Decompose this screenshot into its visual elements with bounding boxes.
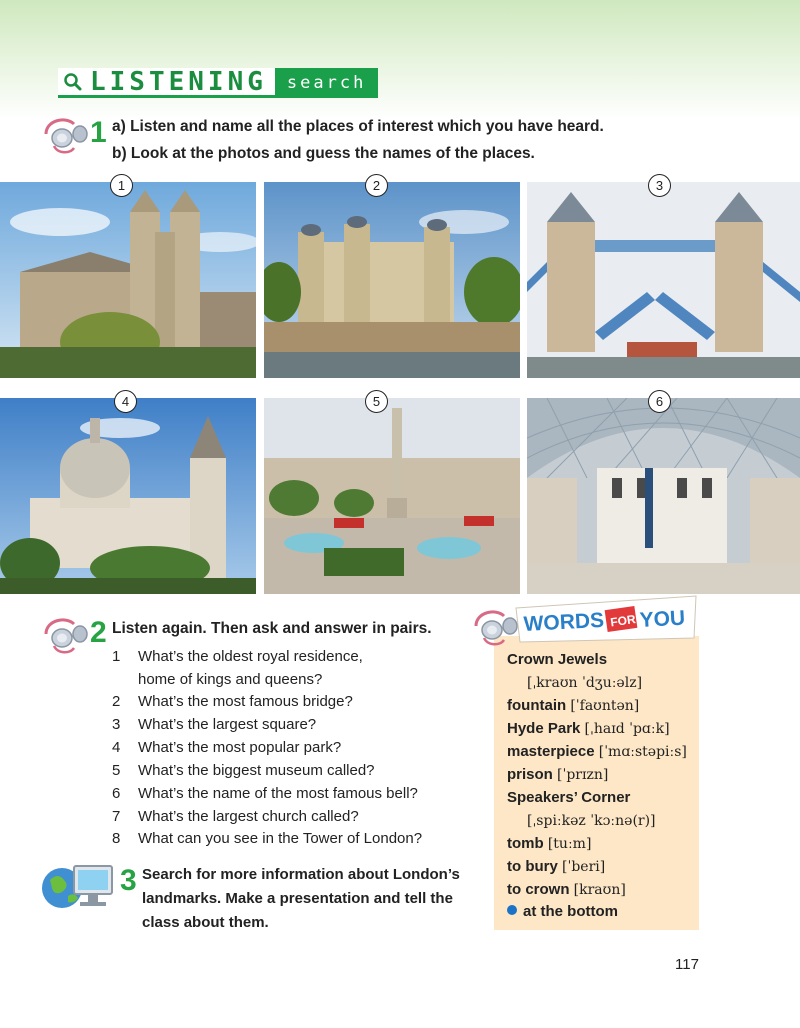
computer-globe-icon <box>40 858 116 914</box>
question-2: 2 What’s the most famous bridge? <box>112 693 353 710</box>
word-speakers-corner: Speakers’ Corner <box>507 789 631 806</box>
photo-label-6: 6 <box>648 390 671 413</box>
photo-label-2: 2 <box>365 174 388 197</box>
photo-label-1: 1 <box>110 174 133 197</box>
exercise-3-line-2: landmarks. Make a presentation and tell the <box>142 890 453 907</box>
bullet-dot-icon <box>507 905 517 915</box>
headphones-icon <box>40 112 92 154</box>
photo-label-4: 4 <box>114 390 137 413</box>
photo-british-museum <box>527 398 800 594</box>
word-hyde-park: Hyde Park [ˌhaɪd ˈpɑːk] <box>507 720 670 737</box>
exercise-1-line-b: b) Look at the photos and guess the names of the places. <box>112 145 535 162</box>
phonetic-speakers-corner: [ˌspiːkəz ˈkɔːnə(r)] <box>527 813 656 829</box>
word-prison: prison [ˈprɪzn] <box>507 766 609 783</box>
word-to-bury: to bury [ˈberi] <box>507 858 606 875</box>
exercise-3-line-3: class about them. <box>142 914 269 931</box>
word-fountain: fountain [ˈfaʊntən] <box>507 697 640 714</box>
question-8: 8 What can you see in the Tower of London? <box>112 830 423 847</box>
word-masterpiece: masterpiece [ˈmɑːstəpiːs] <box>507 743 687 760</box>
question-7: 7 What’s the largest church called? <box>112 808 359 825</box>
exercise-2-instruction: Listen again. Then ask and answer in pairs. <box>112 620 432 637</box>
page-number: 117 <box>675 956 699 973</box>
question-1-continued: home of kings and queens? <box>138 671 323 688</box>
question-6: 6 What’s the name of the most famous bell? <box>112 785 418 802</box>
question-5: 5 What’s the biggest museum called? <box>112 762 375 779</box>
word-at-the-bottom: at the bottom <box>507 903 618 920</box>
photo-tower-of-london <box>264 182 520 378</box>
exercise-3-line-1: Search for more information about London’s <box>142 866 460 883</box>
title-for: FOR <box>609 612 637 630</box>
top-gradient-band <box>0 0 800 120</box>
header-title-block <box>58 68 275 98</box>
word-to-crown: to crown [kraʊn] <box>507 881 626 898</box>
exercise-1-line-a: a) Listen and name all the places of interest which you have heard. <box>112 118 604 135</box>
exercise-3-number: 3 <box>120 864 137 897</box>
photo-st-pauls-cathedral <box>0 398 256 594</box>
photo-label-5: 5 <box>365 390 388 413</box>
question-1: 1 What’s the oldest royal residence, <box>112 648 363 665</box>
question-3: 3 What’s the largest square? <box>112 716 317 733</box>
section-title: LISTENING <box>90 66 267 97</box>
photo-trafalgar-square <box>264 398 520 594</box>
phonetic-crown-jewels: [ˌkraʊn ˈdʒuːəlz] <box>527 675 643 691</box>
magnifier-icon <box>62 71 84 93</box>
words-for-you-title <box>510 594 700 646</box>
exercise-2-number: 2 <box>90 616 107 649</box>
photo-label-3: 3 <box>648 174 671 197</box>
word-tomb: tomb [tuːm] <box>507 835 592 852</box>
exercise-1-number: 1 <box>90 116 107 149</box>
headphones-icon <box>40 612 92 654</box>
section-header <box>58 68 378 98</box>
question-4: 4 What’s the most popular park? <box>112 739 342 756</box>
title-you: YOU <box>639 606 686 632</box>
photo-tower-bridge <box>527 182 800 378</box>
section-tag: search <box>275 68 378 98</box>
title-words: WORDS <box>523 608 605 636</box>
photo-westminster-abbey <box>0 182 256 378</box>
word-crown-jewels: Crown Jewels <box>507 651 608 668</box>
